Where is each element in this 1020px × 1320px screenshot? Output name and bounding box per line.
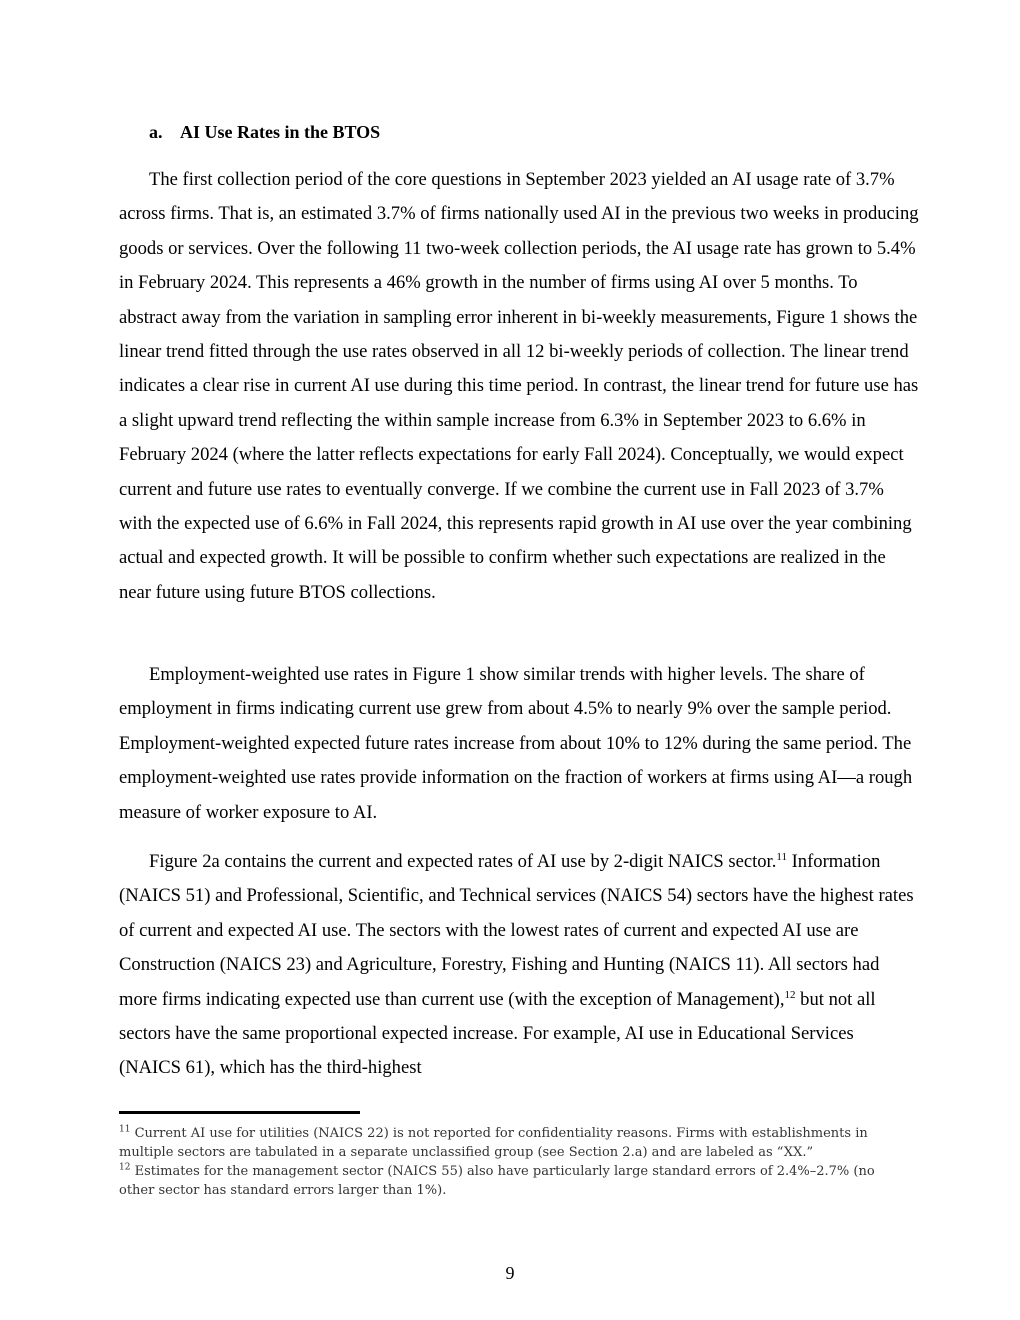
- footnote-marker: 12: [119, 1162, 131, 1173]
- section-title: AI Use Rates in the BTOS: [180, 122, 381, 142]
- page-number: 9: [505, 1263, 515, 1283]
- paragraph-naics-sectors: [119, 845, 919, 1086]
- footnote-12: [119, 1162, 909, 1200]
- paragraph-employment-weighted: [119, 658, 919, 830]
- paragraph-text-part: but not all sectors have the same proportional expected increase. For example, AI use in Educational Services (NAICS 61), which has the third-highest: [119, 988, 876, 1079]
- footnote-reference-12[interactable]: 12: [784, 988, 796, 1001]
- footnote-reference-11[interactable]: 11: [776, 850, 787, 863]
- paragraph-text: [119, 845, 919, 1086]
- section-number: a.: [149, 122, 163, 142]
- paragraph-text: The first collection period of the core questions in September 2023 yielded an AI usage rate of 3.7% across firms. That is, an estimated 3.7% of firms nationally used AI in the previous two weeks in producing goods or services. Over the following 11 two-week collection periods, the AI usage rate has grown to 5.4% in February 2024. This represents a 46% growth in the number of firms using AI over 5 months. To abstract away from the variation in sampling error inherent in bi-weekly measurements, Figure 1 shows the linear trend fitted through the use rates observed in all 12 bi-weekly periods of collection. The linear trend indicates a clear rise in current AI use during this time period. In contrast, the linear trend for future use has a slight upward trend reflecting the within sample increase from 6.3% in September 2023 to 6.6% in February 2024 (where the latter reflects expectations for early Fall 2024). Conceptually, we would expect current and future use rates to eventually converge. If we combine the current use in Fall 2023 of 3.7% with the expected use of 6.6% in Fall 2024, this represents rapid growth in AI use over the year combining actual and expected growth. It will be possible to confirm whether such expectations are realized in the near future using future BTOS collections.: [119, 169, 919, 603]
- paragraph-text-part: Figure 2a contains the current and expected rates of AI use by 2-digit NAICS sector.: [149, 851, 777, 872]
- footnote-text: Current AI use for utilities (NAICS 22) is not reported for confidentiality reasons. Firms with establishments in multiple sectors are tabulated in a separate unclassified group (see Section 2.a) and are labeled as “XX.”: [119, 1126, 868, 1160]
- footnote-text: Estimates for the management sector (NAICS 55) also have particularly large standard errors of 2.4%–2.7% (no other sector has standard errors larger than 1%).: [119, 1164, 875, 1198]
- footnote-divider: [119, 1111, 360, 1114]
- section-heading: [149, 121, 380, 143]
- paragraph-ai-use-rates: [119, 163, 919, 610]
- paragraph-text-part: Information (NAICS 51) and Professional, Scientific, and Technical services (NAICS 54) sectors have the highest rates of current and expected AI use. The sectors with the lowest rates of current and expected AI use are Construction (NAICS 23) and Agriculture, Forestry, Fishing and Hunting (NAICS 11). All sectors had more firms indicating expected use than current use (with the exception of Management),: [119, 851, 914, 1010]
- footnote-11: [119, 1124, 909, 1162]
- footnote-marker: 11: [119, 1124, 131, 1135]
- footnotes: [119, 1124, 909, 1200]
- paragraph-text: Employment-weighted use rates in Figure 1 show similar trends with higher levels. The share of employment in firms indicating current use grew from about 4.5% to nearly 9% over the sample period. Employment-weighted expected future rates increase from about 10% to 12% during the same period. The employment-weighted use rates provide information on the fraction of workers at firms using AI—a rough measure of worker exposure to AI.: [119, 664, 913, 823]
